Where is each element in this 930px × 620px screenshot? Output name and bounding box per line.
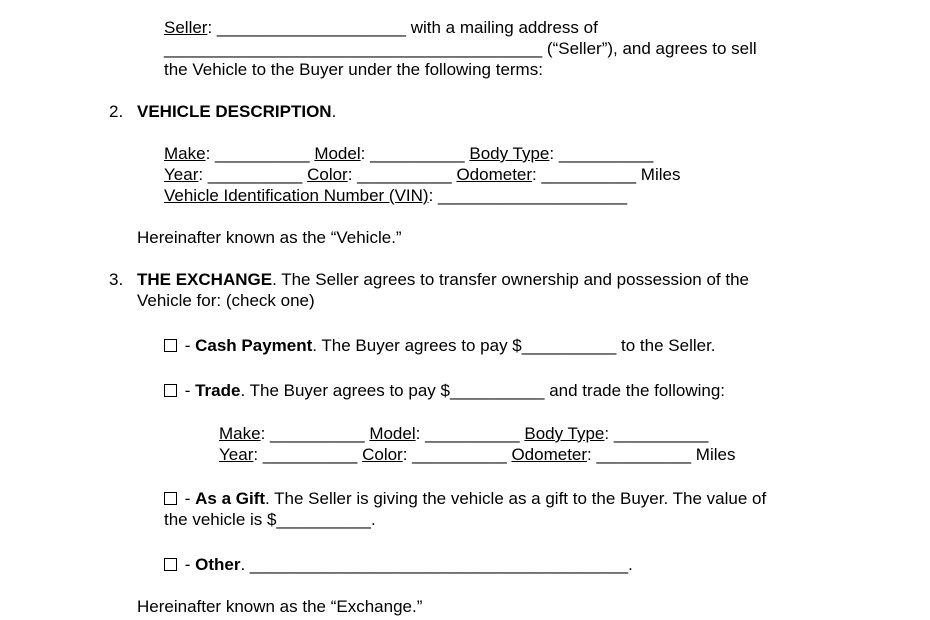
cash-label: Cash Payment bbox=[195, 336, 313, 355]
make-blank[interactable]: __________ bbox=[215, 144, 310, 163]
section-3-number: 3. bbox=[109, 270, 124, 289]
gift-checkbox[interactable] bbox=[164, 492, 177, 505]
vehicle-row-2: Year: __________ Color: __________ Odometer: __________ Miles bbox=[164, 165, 681, 184]
trade-color-blank[interactable]: __________ bbox=[412, 445, 507, 464]
odometer-blank[interactable]: __________ bbox=[541, 165, 637, 184]
trade-miles-unit: Miles bbox=[695, 445, 736, 464]
trade-color-label: Color bbox=[362, 445, 403, 464]
other-dash: - bbox=[180, 555, 196, 574]
option-cash bbox=[164, 336, 716, 356]
section-2-heading bbox=[137, 102, 336, 122]
section-3-intro bbox=[137, 270, 749, 290]
body-type-label: Body Type bbox=[469, 144, 550, 163]
seller-label: Seller bbox=[164, 18, 208, 37]
cash-dash: - bbox=[180, 336, 196, 355]
seller-address-line[interactable]: ________________________________________ (“Seller”), and agrees to sell bbox=[164, 39, 757, 58]
cash-checkbox[interactable] bbox=[164, 339, 177, 352]
gift-label: As a Gift bbox=[195, 489, 266, 508]
seller-terms-line: the Vehicle to the Buyer under the following terms: bbox=[164, 60, 543, 79]
odometer-label: Odometer bbox=[456, 165, 533, 184]
trade-dash: - bbox=[180, 381, 196, 400]
section-2-punct: . bbox=[331, 102, 337, 121]
gift-text: . The Seller is giving the vehicle as a gift to the Buyer. The value of bbox=[265, 489, 767, 508]
vehicle-hereinafter: Hereinafter known as the “Vehicle.” bbox=[137, 228, 402, 247]
option-trade bbox=[164, 381, 725, 401]
section-3-title: THE EXCHANGE bbox=[137, 270, 273, 289]
vin-row: Vehicle Identification Number (VIN): ____________________ bbox=[164, 186, 628, 205]
year-label: Year bbox=[164, 165, 199, 184]
body-type-blank[interactable]: __________ bbox=[558, 144, 654, 163]
trade-make-blank[interactable]: __________ bbox=[270, 424, 365, 443]
vin-label: Vehicle Identification Number (VIN) bbox=[164, 186, 429, 205]
trade-year-blank[interactable]: __________ bbox=[262, 445, 358, 464]
trade-odometer-blank[interactable]: __________ bbox=[596, 445, 692, 464]
other-text[interactable]: . ________________________________________. bbox=[240, 555, 633, 574]
trade-row-1: Make: __________ Model: __________ Body Type: __________ bbox=[219, 424, 709, 443]
section-2-number: 2. bbox=[109, 102, 124, 121]
other-checkbox[interactable] bbox=[164, 558, 177, 571]
color-blank[interactable]: __________ bbox=[357, 165, 452, 184]
other-label: Other bbox=[195, 555, 241, 574]
section-2-title: VEHICLE DESCRIPTION bbox=[137, 102, 332, 121]
trade-year-label: Year bbox=[219, 445, 254, 464]
miles-unit: Miles bbox=[640, 165, 681, 184]
trade-text: . The Buyer agrees to pay $__________ and trade the following: bbox=[240, 381, 726, 400]
option-other bbox=[164, 555, 633, 575]
trade-checkbox[interactable] bbox=[164, 384, 177, 397]
gift-value-line[interactable]: the vehicle is $__________. bbox=[164, 510, 376, 529]
section-3-intro-text: . The Seller agrees to transfer ownership and possession of the bbox=[272, 270, 749, 289]
trade-model-blank[interactable]: __________ bbox=[425, 424, 520, 443]
exchange-hereinafter: Hereinafter known as the “Exchange.” bbox=[137, 597, 423, 616]
trade-model-label: Model bbox=[369, 424, 416, 443]
seller-line bbox=[164, 18, 598, 38]
seller-name-blank[interactable]: : ____________________ with a mailing address of bbox=[207, 18, 598, 37]
option-gift bbox=[164, 489, 766, 509]
trade-label: Trade bbox=[195, 381, 241, 400]
gift-dash: - bbox=[180, 489, 196, 508]
trade-odometer-label: Odometer bbox=[511, 445, 588, 464]
trade-body-type-blank[interactable]: __________ bbox=[613, 424, 709, 443]
vehicle-row-1: Make: __________ Model: __________ Body Type: __________ bbox=[164, 144, 654, 163]
color-label: Color bbox=[307, 165, 348, 184]
vin-blank[interactable]: ____________________ bbox=[438, 186, 628, 205]
model-label: Model bbox=[314, 144, 361, 163]
cash-text: . The Buyer agrees to pay $__________ to the Seller. bbox=[312, 336, 716, 355]
make-label: Make bbox=[164, 144, 206, 163]
trade-make-label: Make bbox=[219, 424, 261, 443]
section-3-intro-line-2: Vehicle for: (check one) bbox=[137, 291, 315, 310]
trade-row-2: Year: __________ Color: __________ Odometer: __________ Miles bbox=[219, 445, 736, 464]
trade-body-type-label: Body Type bbox=[524, 424, 605, 443]
model-blank[interactable]: __________ bbox=[370, 144, 465, 163]
year-blank[interactable]: __________ bbox=[207, 165, 303, 184]
